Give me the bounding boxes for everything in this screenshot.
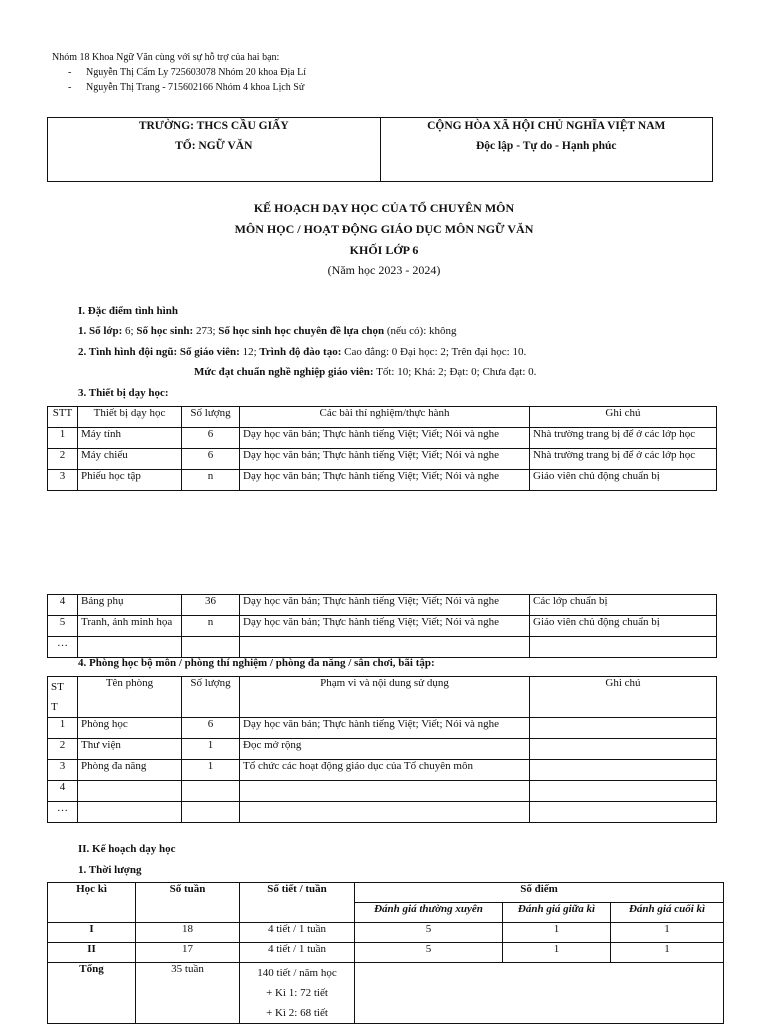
column-header: Số lượng xyxy=(182,407,240,428)
nation-motto: Độc lập - Tự do - Hạnh phúc xyxy=(475,140,617,152)
staff-info: 2. Tình hình đội ngũ: Số giáo viên: 12; Trình độ đào tạo: Cao đẳng: 0 Đại học: 2; Trên đại học: 10. xyxy=(78,346,527,358)
contributor-item: - Nguyễn Thị Cẩm Ly 725603078 Nhóm 20 khoa Địa Lí xyxy=(68,67,307,78)
contributors-intro: Nhóm 18 Khoa Ngữ Văn cùng với sự hỗ trợ của hai bạn: xyxy=(52,52,280,63)
column-header: Phạm vi và nội dung sử dụng xyxy=(240,677,530,718)
team-name: TỔ: NGỮ VĂN xyxy=(175,140,253,152)
column-header: Tên phòng xyxy=(78,677,182,718)
class-info: 1. Số lớp: 6; Số học sinh: 273; Số học sinh học chuyên đề lựa chọn (nếu có): không xyxy=(78,325,457,337)
table-row: 2 Thư viện 1 Đọc mở rộng xyxy=(48,739,717,760)
rooms-table xyxy=(47,676,717,823)
table-row: 3 Phòng đa năng 1 Tổ chức các hoạt động giáo dục của Tổ chuyên môn xyxy=(48,760,717,781)
table-row: 1 Máy tính 6 Dạy học văn bản; Thực hành tiếng Việt; Viết; Nói và nghe Nhà trường trang bị để ở các lớp học xyxy=(48,428,717,449)
column-header: Số tiết / tuần xyxy=(240,883,355,923)
equipment-table-continued xyxy=(47,594,717,658)
school-block xyxy=(48,118,381,182)
column-header: STT xyxy=(48,407,78,428)
column-header: Số tuần xyxy=(136,883,240,923)
plan-title: KẾ HOẠCH DẠY HỌC CỦA TỔ CHUYÊN MÔN xyxy=(253,201,515,215)
table-row: 5 Tranh, ảnh minh họa n Dạy học văn bản; Thực hành tiếng Việt; Viết; Nói và nghe Giáo viên chủ động chuẩn bị xyxy=(48,616,717,637)
plan-grade: KHỐI LỚP 6 xyxy=(349,243,419,257)
table-row: Tổng 35 tuần 140 tiết / năm học + Kì 1: 72 tiết + Kì 2: 68 tiết xyxy=(48,963,724,1024)
contributors-note xyxy=(52,52,306,97)
table-header-row xyxy=(48,407,717,428)
table-row: … xyxy=(48,637,717,658)
document-header xyxy=(47,117,713,182)
section-1-heading: I. Đặc điểm tình hình xyxy=(78,305,178,317)
column-header: Thiết bị dạy học xyxy=(78,407,182,428)
table-header-row xyxy=(48,677,717,718)
total-periods: 140 tiết / năm học + Kì 1: 72 tiết + Kì 2: 68 tiết xyxy=(240,963,355,1024)
table-row: 3 Phiếu học tập n Dạy học văn bản; Thực hành tiếng Việt; Viết; Nói và nghe Giáo viên chủ động chuẩn bị xyxy=(48,470,717,491)
equipment-heading: 3. Thiết bị dạy học: xyxy=(78,387,169,399)
column-header: Đánh giá cuối kì xyxy=(611,903,724,923)
rooms-heading: 4. Phòng học bộ môn / phòng thí nghiệm / phòng đa năng / sân chơi, bãi tập: xyxy=(78,657,435,669)
school-year: (Năm học 2023 - 2024) xyxy=(327,263,441,277)
column-header: Học kì xyxy=(48,883,136,923)
table-header-row xyxy=(48,883,724,903)
table-row: 2 Máy chiếu 6 Dạy học văn bản; Thực hành tiếng Việt; Viết; Nói và nghe Nhà trường trang bị để ở các lớp học xyxy=(48,449,717,470)
column-header: Ghi chú xyxy=(530,407,717,428)
nation-name: CỘNG HÒA XÃ HỘI CHỦ NGHĨA VIỆT NAM xyxy=(427,120,666,132)
column-header: ST T xyxy=(48,677,78,718)
column-header: Ghi chú xyxy=(530,677,717,718)
plan-subject: MÔN HỌC / HOẠT ĐỘNG GIÁO DỤC MÔN NGỮ VĂN xyxy=(234,222,534,236)
table-row: I 18 4 tiết / 1 tuần 5 1 1 xyxy=(48,923,724,943)
column-header: Số lượng xyxy=(182,677,240,718)
equipment-table xyxy=(47,406,717,491)
duration-table xyxy=(47,882,724,1024)
school-name: TRƯỜNG: THCS CẦU GIẤY xyxy=(138,120,289,132)
table-row: 1 Phòng học 6 Dạy học văn bản; Thực hành tiếng Việt; Viết; Nói và nghe xyxy=(48,718,717,739)
table-row: 4 Bảng phụ 36 Dạy học văn bản; Thực hành tiếng Việt; Viết; Nói và nghe Các lớp chuẩn bị xyxy=(48,595,717,616)
teacher-standard-info: Mức đạt chuẩn nghề nghiệp giáo viên: Tốt: 10; Khá: 2; Đạt: 0; Chưa đạt: 0. xyxy=(194,366,537,378)
table-row: 4 xyxy=(48,781,717,802)
nation-block xyxy=(380,118,713,182)
duration-heading: 1. Thời lượng xyxy=(78,864,142,876)
section-2-heading: II. Kế hoạch dạy học xyxy=(78,843,176,855)
table-row: … xyxy=(48,802,717,823)
column-header: Các bài thí nghiệm/thực hành xyxy=(240,407,530,428)
table-row: II 17 4 tiết / 1 tuần 5 1 1 xyxy=(48,943,724,963)
column-header: Đánh giá giữa kì xyxy=(503,903,611,923)
column-header: Đánh giá thường xuyên xyxy=(355,903,503,923)
contributor-item: - Nguyễn Thị Trang - 715602166 Nhóm 4 khoa Lịch Sử xyxy=(68,82,305,93)
column-header: Số điểm xyxy=(355,883,724,903)
